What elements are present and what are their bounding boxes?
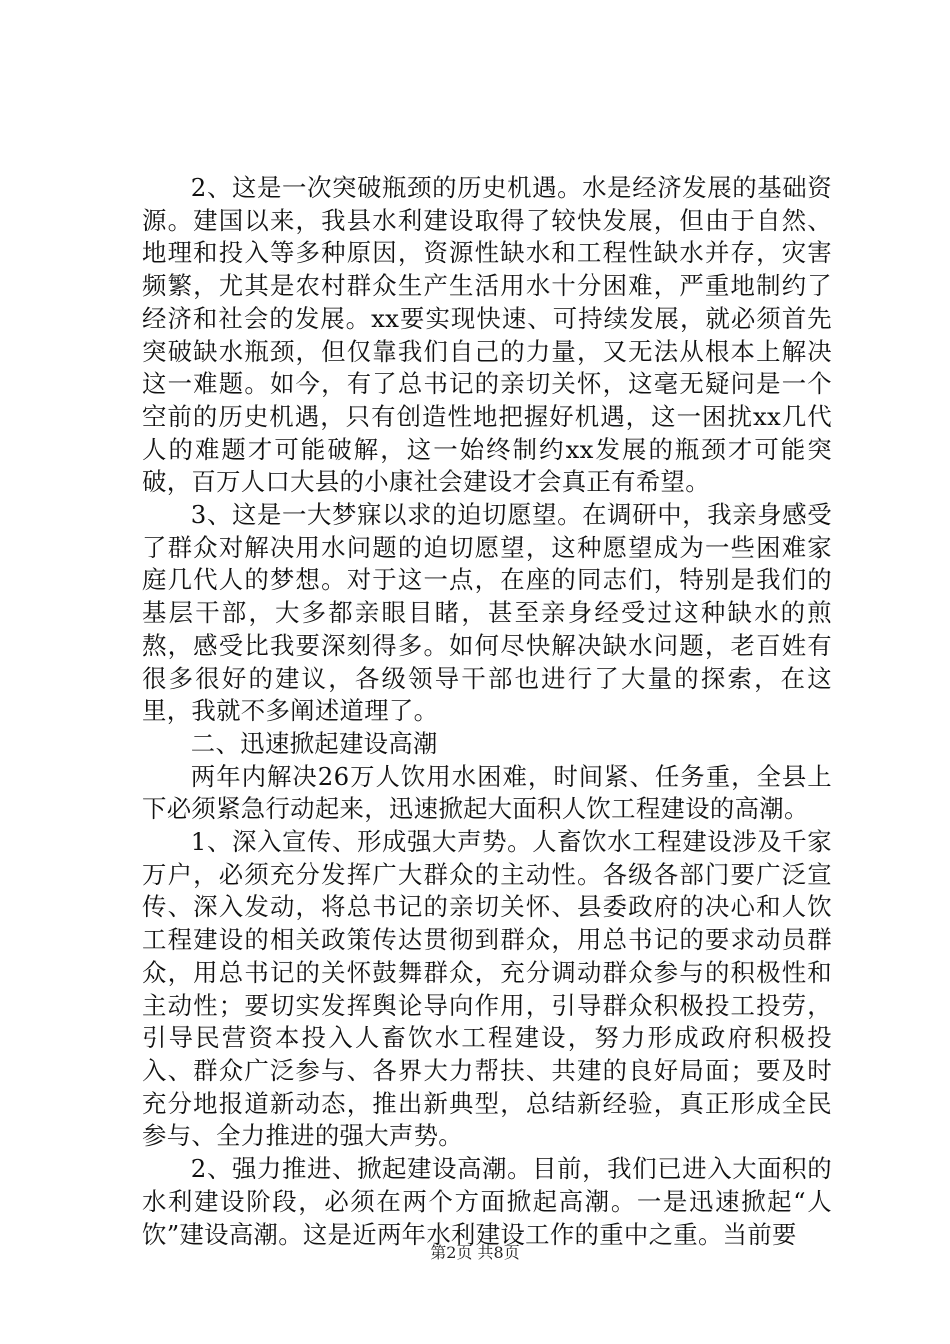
paragraph-push-forward: 2、强力推进、掀起建设高潮。目前，我们已进入大面积的水利建设阶段，必须在两个方面掀起高潮。一是迅速掀起“人饮”建设高潮。这是近两年水利建设工作的重中之重。当前要 bbox=[142, 1154, 832, 1249]
paragraph-two-year-goal: 两年内解决26万人饮用水困难，时间紧、任务重，全县上下必须紧急行动起来，迅速掀起大面积人饮工程建设的高潮。 bbox=[142, 761, 832, 824]
paragraph-breakthrough-opportunity: 2、这是一次突破瓶颈的历史机遇。水是经济发展的基础资源。建国以来，我县水利建设取得了较快发展，但由于自然、地理和投入等多种原因，资源性缺水和工程性缺水并存，灾害频繁，尤其是农村群众生产生活用水十分困难，严重地制约了经济和社会的发展。xx要实现快速、可持续发展，就必须首先突破缺水瓶颈，但仅靠我们自己的力量，又无法从根本上解决这一难题。如今，有了总书记的亲切关怀，这毫无疑问是一个空前的历史机遇，只有创造性地把握好机遇，这一困扰xx几代人的难题才可能破解，这一始终制约xx发展的瓶颈才可能突破，百万人口大县的小康社会建设才会真正有希望。 bbox=[142, 173, 832, 497]
paragraph-urgent-wish: 3、这是一大梦寐以求的迫切愿望。在调研中，我亲身感受了群众对解决用水问题的迫切愿望，这种愿望成为一些困难家庭几代人的梦想。对于这一点，在座的同志们，特别是我们的基层干部，大多都亲眼目睹，甚至亲身经受过这种缺水的煎熬，感受比我要深刻得多。如何尽快解决缺水问题，老百姓有很多很好的建议，各级领导干部也进行了大量的探索，在这里，我就不多阐述道理了。 bbox=[142, 500, 832, 726]
paragraph-publicity: 1、深入宣传、形成强大声势。人畜饮水工程建设涉及千家万户，必须充分发挥广大群众的主动性。各级各部门要广泛宣传、深入发动，将总书记的亲切关怀、县委政府的决心和人饮工程建设的相关政策传达贯彻到群众，用总书记的要求动员群众，用总书记的关怀鼓舞群众，充分调动群众参与的积极性和主动性；要切实发挥舆论导向作用，引导群众积极投工投劳，引导民营资本投入人畜饮水工程建设，努力形成政府积极投入、群众广泛参与、各界大力帮扶、共建的良好局面；要及时充分地报道新动态，推出新典型，总结新经验，真正形成全民参与、全力推进的强大声势。 bbox=[142, 827, 832, 1151]
section-heading: 二、迅速掀起建设高潮 bbox=[190, 728, 438, 758]
document-body bbox=[142, 172, 832, 1251]
page-number-footer: 第2页 共8页 bbox=[430, 1243, 520, 1262]
